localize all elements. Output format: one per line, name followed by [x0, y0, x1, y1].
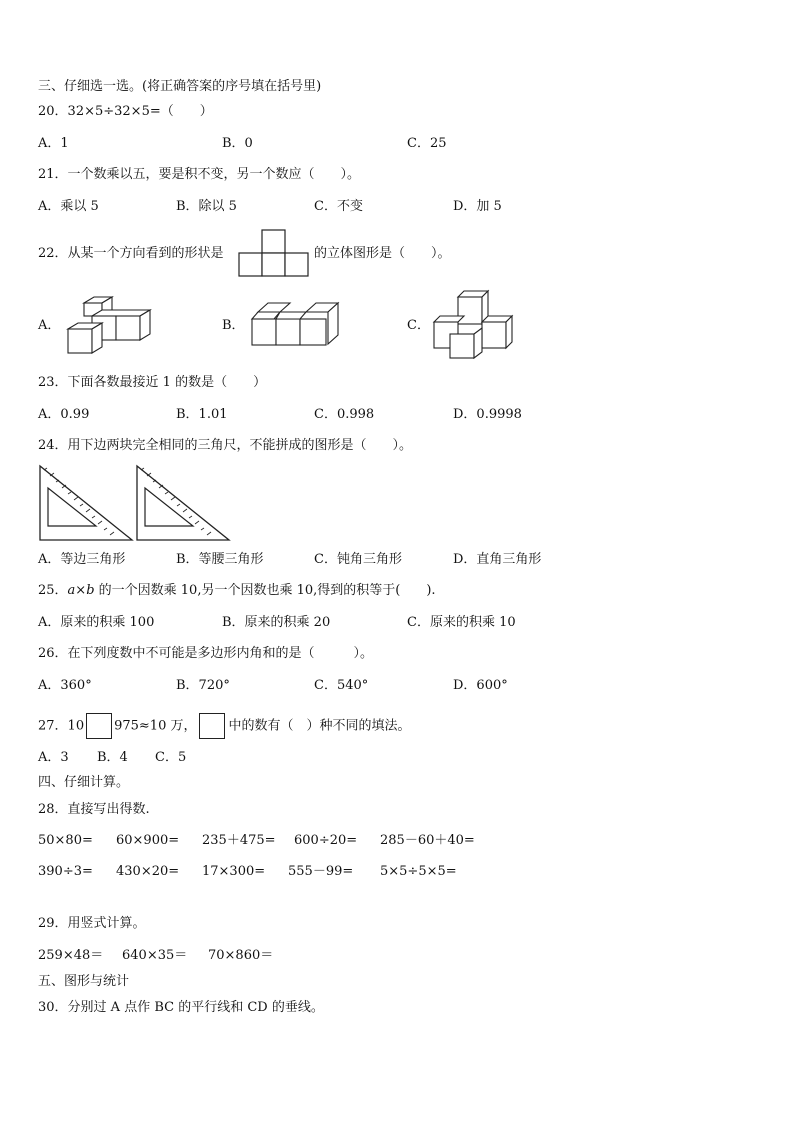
q24-option-a: A．等边三角形 [38, 552, 126, 567]
q25-option-c: C．原来的积乘 10 [407, 615, 516, 630]
q26-option-d: D．600° [453, 678, 508, 693]
q28-row1-item: 235＋475= [202, 833, 276, 848]
q22-stem-end: 的立体图形是（ ）。 [314, 246, 451, 261]
q28-row1-item: 600÷20= [294, 833, 358, 848]
q22-option-b: B． [222, 318, 245, 333]
q21-stem: 21．一个数乘以五，要是积不变，另一个数应（ ）。 [38, 167, 361, 182]
q25-variable: a×b [67, 583, 95, 598]
q21-option-a: A．乘以 5 [38, 199, 99, 214]
q24-set-square-left [38, 464, 134, 542]
q25-number: 25． [38, 583, 68, 598]
q26-option-b: B．720° [176, 678, 230, 693]
q27-option-c: C．5 [155, 750, 187, 765]
q29-item: 640×35＝ [122, 948, 188, 963]
q24-option-b: B．等腰三角形 [176, 552, 264, 567]
q22-view-shape [238, 229, 310, 277]
section-3-title: 三、仔细选一选。(将正确答案的序号填在括号里) [38, 79, 322, 94]
q24-option-c: C．钝角三角形 [314, 552, 402, 567]
q27-stem [38, 713, 411, 739]
q22-figure-a [66, 296, 156, 356]
q23-option-b: B．1.01 [176, 407, 228, 422]
q29-item: 70×860＝ [208, 948, 274, 963]
q22-figure-b [250, 300, 340, 352]
q21-option-d: D．加 5 [453, 199, 502, 214]
q27-stem-end: 中的数有（ ）种不同的填法。 [228, 718, 411, 734]
q20-option-c: C．25 [407, 136, 447, 151]
q25-stem-text: 的一个因数乘 10,另一个因数也乘 10,得到的积等于( ). [94, 583, 436, 598]
q30-stem: 30．分别过 A 点作 BC 的平行线和 CD 的垂线。 [38, 1000, 324, 1015]
q22-option-a: A． [38, 318, 61, 333]
q28-row2-item: 390÷3= [38, 864, 93, 879]
q27-stem-start: 27．10 [38, 718, 85, 734]
q28-row2-item: 555－99= [288, 864, 354, 879]
q24-stem: 24．用下边两块完全相同的三角尺，不能拼成的图形是（ ）。 [38, 438, 413, 453]
q27-option-a: A．3 [38, 750, 69, 765]
q25-option-a: A．原来的积乘 100 [38, 615, 155, 630]
q20-option-a: A．1 [38, 136, 69, 151]
q25-option-b: B．原来的积乘 20 [222, 615, 331, 630]
q23-option-a: A．0.99 [38, 407, 90, 422]
q28-row2-item: 5×5÷5×5= [380, 864, 457, 879]
q24-option-d: D．直角三角形 [453, 552, 542, 567]
q21-option-c: C．不变 [314, 199, 363, 214]
q28-row2-item: 430×20= [116, 864, 180, 879]
q28-row2-item: 17×300= [202, 864, 266, 879]
q28-row1-item: 285－60＋40= [380, 833, 475, 848]
q29-item: 259×48＝ [38, 948, 104, 963]
q29-stem: 29．用竖式计算。 [38, 916, 146, 931]
q26-stem: 26．在下列度数中不可能是多边形内角和的是（ ）。 [38, 646, 374, 661]
q26-option-a: A．360° [38, 678, 92, 693]
q27-blank-box[interactable] [86, 713, 112, 739]
q22-stem-start: 22．从某一个方向看到的形状是 [38, 246, 224, 261]
section-4-title: 四、仔细计算。 [38, 775, 130, 790]
q20-stem: 20．32×5÷32×5=（ ） [38, 104, 213, 119]
q22-figure-c [432, 290, 514, 360]
q26-option-c: C．540° [314, 678, 369, 693]
q21-option-b: B．除以 5 [176, 199, 237, 214]
q27-stem-middle: 975≈10 万， [114, 718, 197, 734]
q23-option-d: D．0.9998 [453, 407, 522, 422]
q22-option-c: C． [407, 318, 430, 333]
q28-row1-item: 50×80= [38, 833, 93, 848]
q23-stem: 23．下面各数最接近 1 的数是（ ） [38, 375, 267, 390]
section-5-title: 五、图形与统计 [38, 974, 130, 989]
q20-option-b: B．0 [222, 136, 253, 151]
q25-stem [38, 583, 436, 599]
q27-reference-box [199, 713, 225, 739]
q28-stem: 28．直接写出得数. [38, 802, 150, 817]
q28-row1-item: 60×900= [116, 833, 180, 848]
q23-option-c: C．0.998 [314, 407, 375, 422]
q24-set-square-right [135, 464, 231, 542]
q27-option-b: B．4 [97, 750, 128, 765]
